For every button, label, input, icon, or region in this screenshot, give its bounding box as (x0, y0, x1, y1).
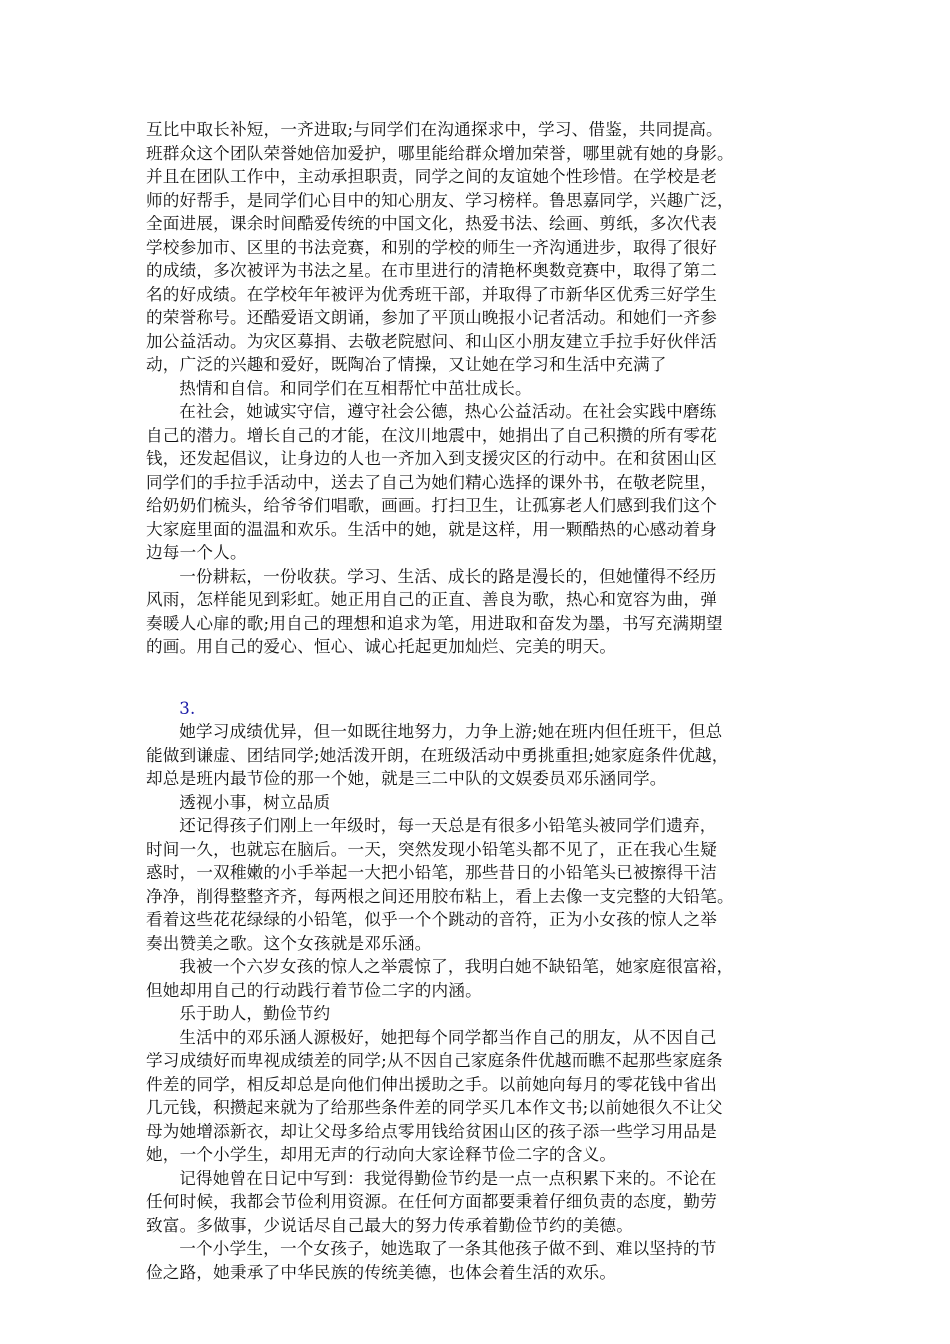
text-line: 净净，削得整整齐齐，每两根之间还用胶布粘上，看上去像一支完整的大铅笔。 (146, 886, 734, 906)
text-line: 看着这些花花绿绿的小铅笔，似乎一个个跳动的音符，正为小女孩的惊人之举 (146, 910, 717, 929)
paragraph (146, 565, 816, 659)
text-line: 的画。用自己的爱心、恒心、诚心托起更加灿烂、完美的明天。 (146, 637, 617, 656)
text-line: 并且在团队工作中，主动承担职责，同学之间的友谊她个性珍惜。在学校是老 (146, 167, 717, 186)
paragraph (146, 1167, 816, 1238)
text-line: 的成绩，多次被评为书法之星。在市里进行的清艳杯奥数竞赛中，取得了第二 (146, 261, 717, 280)
text-line: 加公益活动。为灾区募捐、去敬老院慰问、和山区小朋友建立手拉手好伙伴活 (146, 331, 717, 351)
text-line: 件差的同学，相反却总是向他们伸出援助之手。以前她向每月的零花钱中省出 (146, 1074, 717, 1094)
paragraph (146, 400, 816, 565)
text-line: 我被一个六岁女孩的惊人之举震惊了，我明白她不缺铅笔，她家庭很富裕， (179, 957, 734, 976)
text-line: 互比中取长补短，一齐进取;与同学们在沟通探求中，学习、借鉴，共同提高。 (146, 120, 723, 139)
text-line: 在社会，她诚实守信，遵守社会公德，热心公益活动。在社会实践中磨练 (179, 402, 717, 421)
paragraph (146, 720, 816, 791)
text-line: 她，一个小学生，却用无声的行动向大家诠释节俭二字的含义。 (146, 1145, 617, 1164)
text-line: 奏出赞美之歌。这个女孩就是邓乐涵。 (146, 933, 432, 953)
text-line: 师的好帮手，是同学们心目中的知心朋友、学习榜样。鲁思嘉同学，兴趣广泛， (146, 190, 734, 210)
text-line: 一个小学生，一个女孩子，她选取了一条其他孩子做不到、难以坚持的节 (179, 1239, 717, 1258)
paragraph (146, 377, 816, 401)
text-line: 大家庭里面的温温和欢乐。生活中的她，就是这样，用一颗酷热的心感动着身 (146, 519, 717, 539)
paragraph-continued (146, 118, 816, 377)
text-line: 钱，还发起倡议，让身边的人也一齐加入到支援灾区的行动中。在和贫困山区 (146, 449, 717, 468)
paragraph (146, 814, 816, 955)
text-line: 同学们的手拉手活动中，送去了自己为她们精心选择的课外书，在敬老院里， (146, 472, 717, 492)
text-line: 但她却用自己的行动践行着节俭二字的内涵。 (146, 980, 482, 1000)
document-page (146, 118, 816, 1284)
text-line: 几元钱，积攒起来就为了给那些条件差的同学买几本作文书;以前她很久不让父 (146, 1098, 723, 1117)
text-line: 致富。多做事，少说话尽自己最大的努力传承着勤俭节约的美德。 (146, 1215, 634, 1235)
text-line: 惑时，一双稚嫩的小手举起一大把小铅笔，那些昔日的小铅笔头已被擦得干洁 (146, 863, 717, 882)
paragraph (146, 1237, 816, 1284)
text-line: 动，广泛的兴趣和爱好，既陶冶了情操，又让她在学习和生活中充满了 (146, 355, 667, 374)
text-line: 学习成绩好而卑视成绩差的同学;从不因自己家庭条件优越而瞧不起那些家庭条 (146, 1051, 723, 1070)
text-line: 却总是班内最节俭的那一个她，就是三二中队的文娱委员邓乐涵同学。 (146, 769, 667, 788)
text-line: 透视小事，树立品质 (179, 792, 331, 812)
text-line: 俭之路，她秉承了中华民族的传统美德，也体会着生活的欢乐。 (146, 1262, 617, 1282)
paragraph (146, 955, 816, 1002)
text-line: 热情和自信。和同学们在互相帮忙中茁壮成长。 (179, 378, 532, 398)
section-heading (146, 791, 816, 815)
text-line: 一份耕耘，一份收获。学习、生活、成长的路是漫长的，但她懂得不经历 (179, 566, 717, 586)
text-line: 风雨，怎样能见到彩虹。她正用自己的正直、善良为歌，热心和宽容为曲，弹 (146, 590, 717, 609)
text-line: 还记得孩子们刚上一年级时，每一天总是有很多小铅笔头被同学们遗弃， (179, 816, 717, 835)
text-line: 的荣誉称号。还酷爱语文朗诵，参加了平顶山晚报小记者活动。和她们一齐参 (146, 308, 717, 327)
text-line: 任何时候，我都会节俭利用资源。在任何方面都要秉着仔细负责的态度，勤劳 (146, 1192, 717, 1211)
text-line: 自己的潜力。增长自己的才能，在汶川地震中，她捐出了自己积攒的所有零花 (146, 425, 717, 445)
text-line: 能做到谦虚、团结同学;她活泼开朗，在班级活动中勇挑重担;她家庭条件优越， (146, 745, 729, 765)
text-line: 名的好成绩。在学校年年被评为优秀班干部，并取得了市新华区优秀三好学生 (146, 284, 717, 304)
text-line: 给奶奶们梳头，给爷爷们唱歌，画画。打扫卫生，让孤寡老人们感到我们这个 (146, 496, 717, 515)
text-line: 班群众这个团队荣誉她倍加爱护，哪里能给群众增加荣誉，哪里就有她的身影。 (146, 143, 734, 163)
text-line: 她学习成绩优异，但一如既往地努力，力争上游;她在班内但任班干，但总 (179, 722, 723, 741)
section-heading (146, 1002, 816, 1026)
text-line: 记得她曾在日记中写到：我觉得勤俭节约是一点一点积累下来的。不论在 (179, 1168, 717, 1188)
text-line: 时间一久，也就忘在脑后。一天，突然发现小铅笔头都不见了，正在我心生疑 (146, 839, 717, 859)
text-line: 生活中的邓乐涵人源极好，她把每个同学都当作自己的朋友，从不因自己 (179, 1027, 717, 1047)
text-line: 全面进展，课余时间酷爱传统的中国文化，热爱书法、绘画、剪纸，多次代表 (146, 214, 717, 233)
section-number: 3. (179, 698, 196, 718)
spacer (146, 659, 816, 697)
text-line: 奏暖人心扉的歌;用自己的理想和追求为笔，用进取和奋发为墨，书写充满期望 (146, 613, 723, 633)
paragraph (146, 1026, 816, 1167)
text-line: 母为她增添新衣，却让父母多给点零用钱给贫困山区的孩子添一些学习用品是 (146, 1121, 717, 1141)
text-line: 边每一个人。 (146, 543, 247, 562)
text-line: 学校参加市、区里的书法竞赛，和别的学校的师生一齐沟通进步，取得了很好 (146, 237, 717, 257)
text-line: 乐于助人，勤俭节约 (179, 1004, 331, 1023)
